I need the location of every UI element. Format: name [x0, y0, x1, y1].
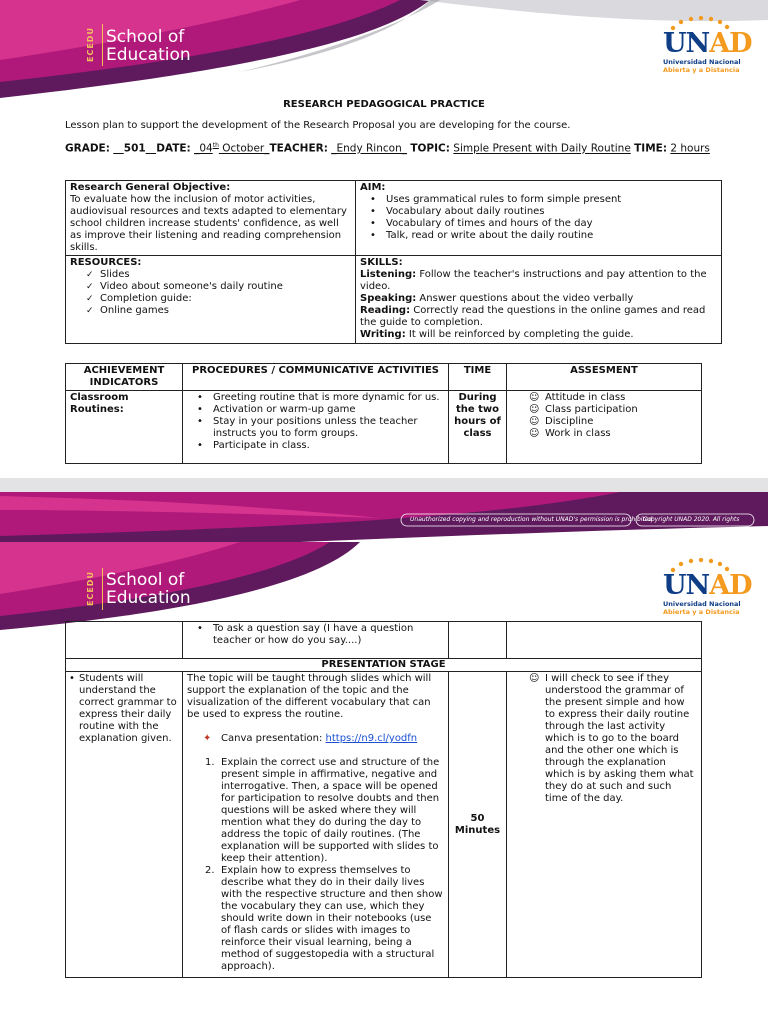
- aim-item: • Talk, read or write about the daily routine: [360, 230, 717, 242]
- resources-cell: RESOURCES: ✓ Slides ✓ Video about someone's daily routine ✓ Completion guide: ✓ Online games: [66, 256, 356, 344]
- unad-logo-2: UNAD Universidad Nacional Abierta y a Distancia: [663, 558, 763, 620]
- intro-text: Lesson plan to support the development of the Research Proposal you are developing for the course.: [65, 120, 571, 131]
- canva-link[interactable]: https://n9.cl/yodfn: [325, 733, 418, 744]
- footer-notice-strip: [400, 513, 756, 537]
- assessment-cell: [507, 391, 702, 464]
- resource-item: ✓ Completion guide:: [70, 293, 351, 305]
- assessment-item: ☺ I will check to see if they understood the grammar of the present simple and how to express their daily routine through the last activity which is to go to the board and the other one which is through the explanation which is by asking them what they do at such and such time of the day.: [511, 673, 697, 805]
- step-item: 2. Explain how to express themselves to describe what they do in their daily lives with the respective structure and then show the vocabulary they can use, which they should write down in their notebooks (use of flash cards or slides with images to reinforce their visual learning, being a method of suggestopedia with a structural approach).: [205, 865, 443, 972]
- resource-item: ✓ Video about someone's daily routine: [70, 281, 351, 293]
- canva-line: ✦ Canva presentation: https://n9.cl/yodfn: [203, 733, 418, 744]
- header-assessment: ASSESMENT: [507, 364, 702, 391]
- objectives-table: [65, 180, 722, 344]
- aim-cell: AIM: • Uses grammatical rules to form simple present • Vocabulary about daily routines • Vocabulary of times and hours of the day • Talk, read or write about the daily routine: [356, 181, 722, 256]
- procedure-item: • To ask a question say (I have a question teacher or how do you say....): [187, 623, 444, 647]
- lesson-info-line: GRADE: __501__DATE: _04th October_TEACHER: _Endy Rincon_ TOPIC: Simple Present with Daily Routine TIME: 2 hours: [65, 142, 710, 155]
- school-title-line2: Education: [106, 45, 191, 65]
- assessment-item: ☺ Work in class: [511, 428, 697, 440]
- assessment-item: ☺ Discipline: [511, 416, 697, 428]
- objective-cell: Research General Objective: To evaluate how the inclusion of motor activities, audiovisual resources and texts adapted to elementary school children increase students' confidence, as well as improve their listening and reading comprehension skills.: [66, 181, 356, 256]
- document-title: RESEARCH PEDAGOGICAL PRACTICE: [283, 99, 485, 110]
- school-title-line2: Education: [106, 588, 191, 608]
- footer-notice: Unauthorized copying and reproduction without UNAD's permission is prohibited: [410, 516, 653, 523]
- time-cell: During the two hours of class: [449, 391, 507, 464]
- aim-item: • Vocabulary of times and hours of the day: [360, 218, 717, 230]
- skill-writing: Writing: It will be reinforced by completing the guide.: [360, 329, 634, 340]
- procedure-item: • Participate in class.: [187, 440, 444, 452]
- resource-item: ✓ Slides: [70, 269, 351, 281]
- unad-logo: UNAD Universidad Nacional Abierta y a Distancia: [663, 16, 763, 78]
- header-achievement: ACHIEVEMENT INDICATORS: [66, 364, 183, 391]
- lesson-plan-table: [65, 363, 702, 464]
- skill-listening: Listening: Follow the teacher's instructions and pay attention to the video.: [360, 269, 707, 292]
- school-title-line1: School of: [106, 570, 185, 590]
- aim-item: • Vocabulary about daily routines: [360, 206, 717, 218]
- procedure-item: • Stay in your positions unless the teacher instructs you to form groups.: [187, 416, 444, 440]
- indicator-cell: Classroom Routines:: [66, 391, 183, 464]
- ecedu-label: ECEDU: [86, 27, 95, 63]
- time-cell-2: 50 Minutes: [449, 672, 507, 978]
- document-page-1: [0, 0, 768, 478]
- step-item: 1. Explain the correct use and structure of the present simple in affirmative, negative and interrogative. Then, a space will be opened for participation to resolve doubts and then questions will be asked where they will mention what they do during the day to address the topic of daily routines. (The explanation will be supported with slides to keep their attention).: [205, 757, 440, 864]
- assessment-cell-2: [507, 672, 702, 978]
- assessment-item: ☺ Attitude in class: [511, 392, 697, 404]
- arrow-bullet-icon: ✦: [203, 733, 212, 744]
- footer-copyright: Copyright UNAD 2020. All rights reserved: [643, 516, 740, 537]
- procedures-cell: [183, 391, 449, 464]
- school-title-line1: School of: [106, 27, 185, 47]
- page-gap: [0, 478, 768, 492]
- resource-item: ✓ Online games: [70, 305, 351, 317]
- ecedu-label: ECEDU: [86, 571, 95, 607]
- procedures-cell-2: The topic will be taught through slides which will support the explanation of the topic and the visualization of the different vocabulary that can be used to express the routine. ✦ Canva presentation: https://n9.cl/yodfn 1. Explain the correct use and structure of the present simple in affirmative, negative and interrogative. Then, a space will be opened for participation to resolve doubts and then questions will be asked where they will mention what they do during the day to address the topic of daily routines. (The explanation will be supported with slides to keep their attention). 2. Explain how to express themselves to describe what they do in their daily lives with the respective structure and then show the vocabulary they can use, which they should write down in their notebooks (use of flash cards or slides with images to reinforce their visual learning, being a method of suggestopedia with a structural approach).: [183, 672, 449, 978]
- indicator-cell-2: • Students will understand the correct grammar to express their daily routine with the explanation given.: [66, 672, 183, 978]
- aim-item: • Uses grammatical rules to form simple present: [360, 194, 717, 206]
- lesson-plan-table-continued: [65, 621, 702, 978]
- header-procedures: PROCEDURES / COMMUNICATIVE ACTIVITIES: [183, 364, 449, 391]
- skills-cell: SKILLS: Listening: Follow the teacher's instructions and pay attention to the video. Speaking: Answer questions about the video verbally Reading: Correctly read the questions in the online games and read the guide to completion. Writing: It will be reinforced by completing the guide.: [356, 256, 722, 344]
- header-time: TIME: [449, 364, 507, 391]
- skill-speaking: Speaking: Answer questions about the video verbally: [360, 293, 634, 304]
- stage-heading: PRESENTATION STAGE: [66, 659, 702, 672]
- procedures-cell-continued: [183, 622, 449, 659]
- assessment-item: ☺ Class participation: [511, 404, 697, 416]
- document-page-2: [0, 492, 768, 1024]
- skill-reading: Reading: Correctly read the questions in the online games and read the guide to completion.: [360, 305, 706, 328]
- procedure-item: • Activation or warm-up game: [187, 404, 444, 416]
- procedure-item: • Greeting routine that is more dynamic for us.: [187, 392, 444, 404]
